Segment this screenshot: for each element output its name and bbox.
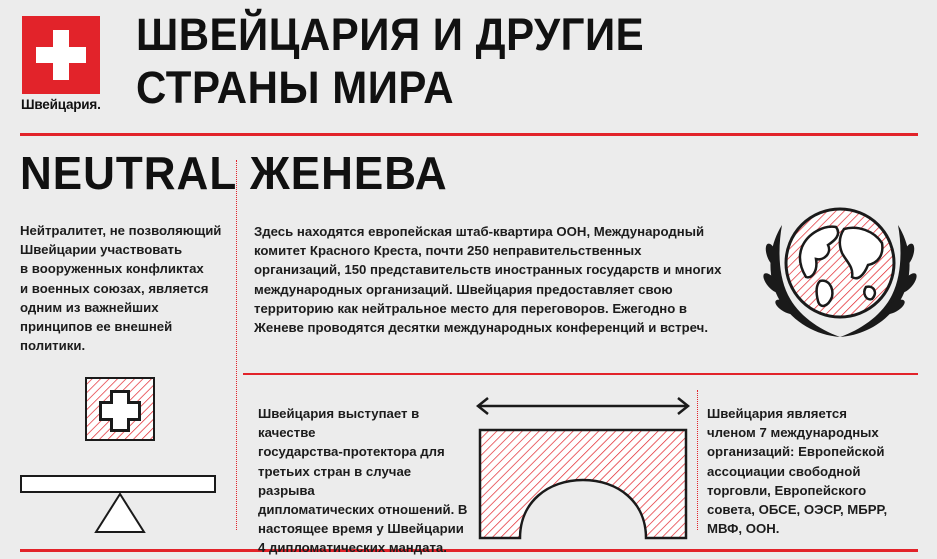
neutral-line: принципов ее внешней (20, 319, 173, 335)
geneva-line: территорию как нейтральное место для переговоров. Ежегодно в (254, 300, 688, 316)
neutral-line: Швейцарии участвовать (20, 242, 183, 258)
neutral-line: Нейтралитет, не позволяющий (20, 223, 222, 238)
protector-line: Швейцария выступает в качестве (258, 406, 420, 441)
membership-line: организаций: Европейской (707, 444, 885, 460)
membership-line: членом 7 международных (707, 425, 879, 441)
middle-divider (243, 373, 918, 375)
balance-scale-icon (18, 376, 218, 536)
column-separator (236, 160, 237, 530)
title-line-1: ШВЕЙЦАРИЯ И ДРУГИЕ (136, 9, 645, 60)
protector-line: государства-протектора для (258, 444, 445, 460)
protector-line: настоящее время у Швейцарии (258, 521, 464, 537)
neutral-line: и военных союзах, является (20, 280, 209, 296)
bridge-icon (474, 394, 696, 542)
geneva-line: Женеве проводятся десятки международных конференций и встреч. (254, 320, 708, 336)
top-divider (20, 133, 918, 136)
protector-line: третьих стран в случае разрыва (258, 463, 412, 498)
geneva-line: организаций, 150 представительств иностранных государств и многих (254, 262, 722, 278)
protector-line: 4 дипломатических мандата. (258, 540, 447, 556)
neutral-line: политики. (20, 338, 86, 354)
membership-line: ассоциации свободной (707, 463, 861, 479)
bottom-divider (20, 549, 918, 552)
geneva-line: комитет Красного Креста, почти 250 неправительственных (254, 243, 642, 259)
neutral-heading: NEUTRAL (20, 148, 238, 200)
swiss-flag-logo (22, 16, 100, 94)
double-arrow-icon (478, 398, 688, 414)
page-title (136, 8, 644, 114)
neutral-line: одним из важнейших (20, 299, 159, 315)
neutral-line: в вооруженных конфликтах (20, 261, 204, 277)
protector-text (258, 404, 468, 558)
geneva-line: международных организаций. Швейцария предоставляет свою (254, 281, 673, 297)
membership-line: Швейцария является (707, 406, 847, 421)
un-emblem-icon (758, 195, 922, 341)
neutral-text (20, 221, 235, 355)
protector-line: дипломатических отношений. В (258, 502, 468, 518)
geneva-line: Здесь находятся европейская штаб-квартира ООН, Международный (254, 224, 705, 239)
membership-text (707, 404, 922, 538)
geneva-text (254, 222, 744, 337)
geneva-heading: ЖЕНЕВА (250, 148, 448, 200)
membership-line: МВФ, ООН. (707, 521, 780, 537)
logo-caption: Швейцария. (21, 97, 101, 112)
flag-cross-horizontal (36, 47, 86, 63)
bottom-separator (697, 390, 698, 530)
title-line-2: СТРАНЫ МИРА (136, 62, 455, 113)
membership-line: совета, ОБСЕ, ОЭСР, МБРР, (707, 502, 888, 518)
membership-line: торговли, Европейского (707, 482, 867, 498)
